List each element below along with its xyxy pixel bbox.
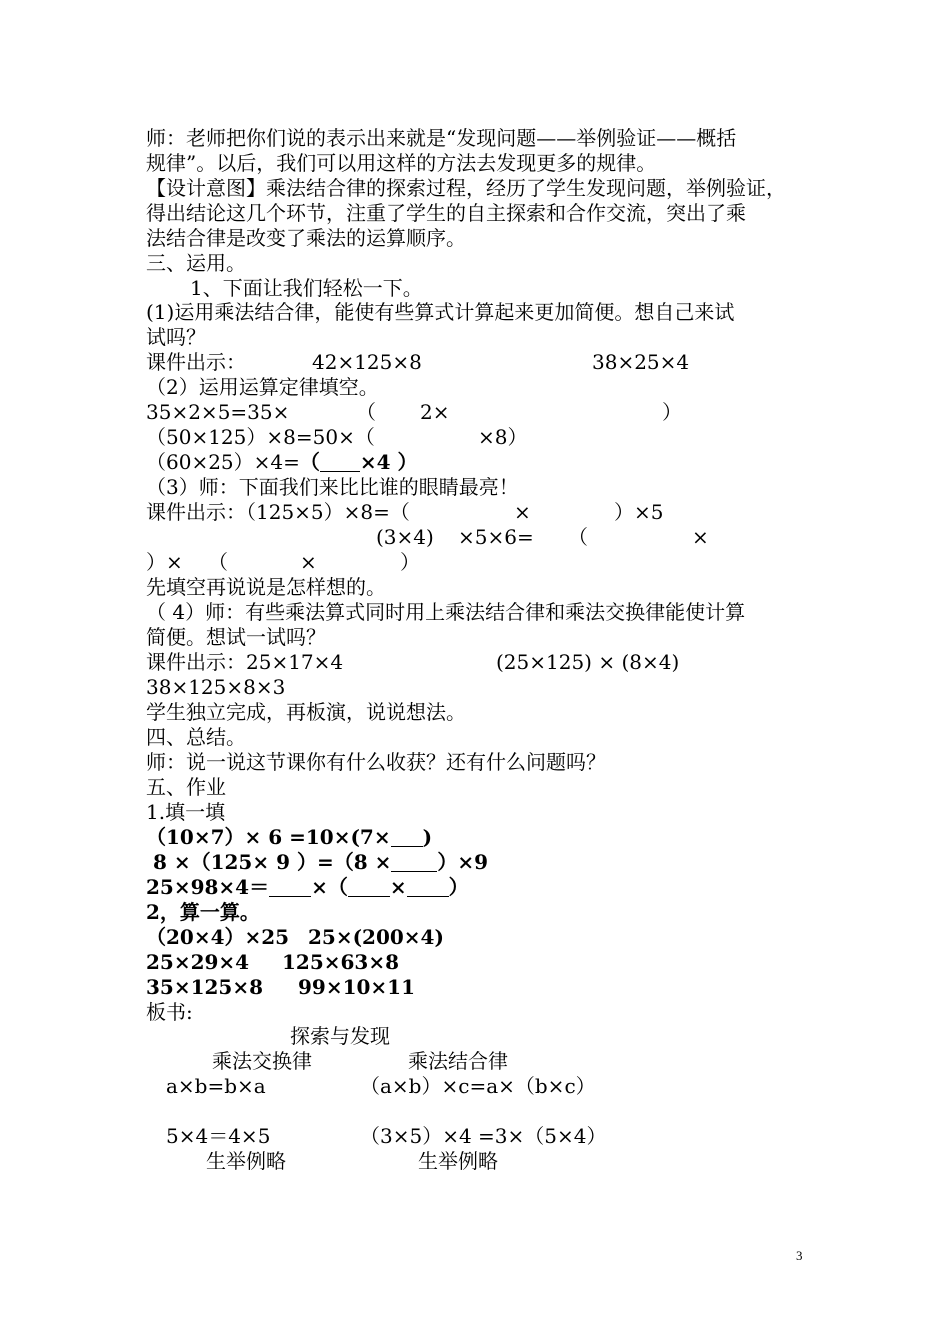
para-line: 得出结论这几个环节，注重了学生的自主探索和合作交流，突出了乘	[146, 201, 746, 225]
homework-item: 8 ×（125× 9 ）=（8 × ）×9	[146, 850, 489, 874]
design-intent-line: 【设计意图】乘法结合律的探索过程，经历了学生发现问题，举例验证，	[146, 176, 786, 200]
expression: (3×4)	[376, 525, 434, 549]
question-line: （ 4）师：有些乘法算式同时用上乘法结合律和乘法交换律能使计算	[146, 600, 746, 624]
bracket: （	[568, 525, 588, 549]
para-line: 学生独立完成，再板演，说说想法。	[146, 700, 466, 724]
answer-blank	[320, 453, 360, 472]
blackboard-heading: 乘法交换律	[212, 1049, 312, 1073]
question-line: (1)运用乘法结合律，能使有些算式计算起来更加简便。想自己来试	[146, 300, 735, 324]
courseware-line: 课件出示：（125×5）×8=（	[146, 500, 410, 524]
para-line: 法结合律是改变了乘法的运算顺序。	[146, 226, 466, 250]
homework-item: （10×7）× 6 =10×(7× )	[146, 825, 433, 849]
multiply-sign: ×	[514, 500, 531, 524]
blackboard-example: （3×5）×4 =3×（5×4）	[360, 1124, 607, 1148]
blackboard-heading: 乘法结合律	[408, 1049, 508, 1073]
fill-expression: ×8）	[478, 425, 528, 449]
section-heading: 三、运用。	[146, 251, 246, 275]
page-number: 3	[796, 1248, 803, 1263]
calc-item: 99×10×11	[298, 975, 416, 999]
blackboard-formula: a×b=b×a	[166, 1074, 266, 1098]
bracket: ）	[400, 550, 420, 574]
fill-expression: （50×125）×8=50×（	[146, 425, 375, 449]
calc-item: 25×(200×4)	[308, 925, 444, 949]
blackboard-example: 5×4＝4×5	[166, 1124, 271, 1148]
blackboard-formula: （a×b）×c=a×（b×c）	[360, 1074, 596, 1098]
fill-expression: （60×25）×4=（ ×4 ）	[146, 450, 418, 474]
homework-heading: 1.填一填	[146, 800, 226, 824]
homework-heading: 2，算一算。	[146, 900, 260, 924]
courseware-line: ）×5	[614, 500, 664, 524]
expression: 42×125×8	[312, 350, 422, 374]
para-line: 师：说一说这节课你有什么收获？还有什么问题吗？	[146, 750, 606, 774]
bracket: （	[208, 550, 228, 574]
calc-item: （20×4）×25	[146, 925, 290, 949]
para-line: 1、下面让我们轻松一下。	[190, 276, 423, 300]
question-line: 试吗？	[146, 325, 206, 349]
question-line: （3）师：下面我们来比比谁的眼睛最亮！	[146, 475, 519, 499]
multiply-sign: ×	[300, 550, 317, 574]
expression: 38×125×8×3	[146, 675, 286, 699]
section-heading: 五、作业	[146, 775, 226, 799]
calc-item: 25×29×4	[146, 950, 250, 974]
question-line: 简便。想试一试吗？	[146, 625, 326, 649]
answer-blank	[391, 853, 437, 872]
fill-expression: 35×2×5=35×	[146, 400, 290, 424]
bracket: ）	[662, 400, 682, 424]
courseware-line: 课件出示：25×17×4	[146, 650, 344, 674]
expression: 38×25×4	[592, 350, 690, 374]
calc-item: 125×63×8	[282, 950, 400, 974]
blackboard-note: 生举例略	[206, 1149, 286, 1173]
blackboard-title: 探索与发现	[290, 1024, 390, 1048]
fill-expression: 2×	[420, 400, 450, 424]
blackboard-label: 板书:	[146, 1000, 193, 1024]
answer-blank	[391, 828, 423, 847]
para-line: 师：老师把你们说的表示出来就是“发现问题——举例验证——概括	[146, 126, 737, 150]
para-line: 先填空再说说是怎样想的。	[146, 575, 386, 599]
expression: ×5×6=	[458, 525, 534, 549]
answer-blank	[269, 878, 311, 897]
expression: (25×125) × (8×4)	[496, 650, 680, 674]
blackboard-note: 生举例略	[418, 1149, 498, 1173]
multiply-sign: ×	[692, 525, 709, 549]
question-line: （2）运用运算定律填空。	[146, 375, 379, 399]
expression: ）×	[146, 550, 183, 574]
para-line: 规律”。以后，我们可以用这样的方法去发现更多的规律。	[146, 151, 657, 175]
answer-blank	[348, 878, 390, 897]
bracket: （	[356, 400, 376, 424]
calc-item: 35×125×8	[146, 975, 264, 999]
section-heading: 四、总结。	[146, 725, 246, 749]
homework-item: 25×98×4＝ ×（ × ）	[146, 875, 469, 899]
courseware-label: 课件出示：	[146, 350, 246, 374]
answer-blank	[407, 878, 449, 897]
